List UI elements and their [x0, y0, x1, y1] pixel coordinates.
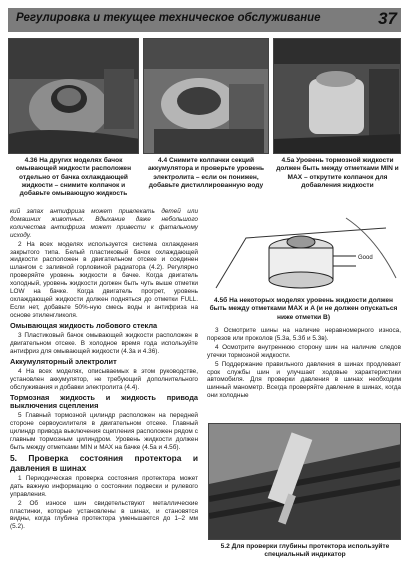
paragraph-tread-check: 1 Периодическая проверка состояния протектора может дать важную информацию о состоянии подвески и рулевого управления.	[10, 474, 198, 498]
caption-4-3b: 4.36 На других моделях бачок омывающей жидкости расположен отдельно от бачка охлаждающей жидкости – снимите колпачок и добавьте омывающую жидкость	[15, 157, 132, 198]
page-number: 37	[378, 9, 397, 28]
paragraph-tire-inner: 4 Осмотрите внутреннюю сторону шин на наличие следов утечки тормозной жидкости.	[207, 343, 401, 359]
label-good: Good	[358, 255, 373, 261]
paragraph-coolant: 2 На всех моделях используется система охлаждения закрытого типа. Белый пластиковый бачок охлаждающей жидкости расположен в двигательном отсеке и соединен шлангом с заливной горловиной радиатора (4.2). Регулярно проверяйте уровень жидкости в бачке. Когда двигатель холодный, уровень жидкости должен быть чуть выше отметки LOW на бачке. Когда двигатель прогрет, уровень охлаждающей жидкости должен подняться до отметки FULL. Если нет, добавьте 50%-ную смесь воды и антифриза на основе этиленгликоля.	[10, 240, 198, 319]
photo-washer-reservoir	[8, 38, 139, 154]
page-header	[8, 8, 401, 32]
caption-4-5a: 4.5а Уровень тормозной жидкости должен быть между отметками MIN и MAX – открутите колпачок для добавления жидкости	[276, 157, 399, 189]
photo-battery-graphic	[144, 39, 269, 154]
illustration-reservoir-graphic	[206, 208, 401, 294]
paragraph-brake-fluid: 5 Главный тормозной цилиндр расположен на передней стороне сервоусилителя в двигательном отсеке. Главный цилиндр привода выключения сцепления расположен рядом с главным тормозным цилиндром. Уровень жидкости должен быть между отметками MIN и MAX на бачке (4.5а и 4.5б).	[10, 411, 198, 451]
paragraph-antifreeze-warning: кий запах антифриза может привлекать детей или домашних животных. Вдыхание даже небольшого количества антифриза может привести к фатальному исходу.	[10, 208, 198, 239]
paragraph-washer-fluid: 3 Пластиковый бачок омывающей жидкости расположен в двигательном отсеке. В холодное время года используйте антифриз для омывающей жидкости (4.3а и 4.36).	[10, 331, 198, 355]
caption-4-4: 4.4 Снимите колпачки секций аккумулятора и проверьте уровень электролита – если он понижен, добавьте дистиллированную воду	[147, 157, 265, 189]
photo-washer-graphic	[9, 39, 139, 154]
caption-5-2: 5.2 Для проверки глубины протектора используйте специальный индикатор	[220, 543, 390, 559]
paragraph-battery: 4 На всех моделях, описываемых в этом руководстве, установлен аккумулятор, не требующий дополнительного обслуживания и добавки электролита (4.4).	[10, 367, 198, 391]
illustration-brake-reservoir	[206, 208, 401, 294]
heading-battery-electrolyte: Аккумуляторный электролит	[10, 356, 117, 366]
paragraph-tread-wear: 2 Об износе шин свидетельствуют металлические пластинки, которые установлены в шинах, и становятся видны, когда глубина протектора уменьшается до 1–2 мм (5.2).	[10, 499, 198, 531]
caption-4-5b: 4.5б На некоторых моделях уровень жидкости должен быть между отметками MAX и A (и не должен опускаться ниже отметки B)	[209, 297, 398, 321]
left-column	[10, 208, 198, 532]
right-column	[207, 327, 401, 401]
header-title: Регулировка и текущее техническое обслуживание	[16, 12, 321, 24]
heading-brake-fluid: Тормозная жидкость и жидкость привода выключения сцепления	[10, 392, 198, 410]
photo-brake-graphic	[274, 39, 401, 154]
photo-tread-graphic	[209, 424, 401, 540]
paragraph-tire-inspection: 3 Осмотрите шины на наличие неравномерного износа, порезов или проколов (5.3а, 5.3б и 5.3в).	[207, 327, 401, 342]
heading-washer-fluid: Омывающая жидкость лобового стекла	[10, 320, 158, 330]
heading-section-5: 5. Проверка состояния протектора и давления в шинах	[10, 453, 198, 473]
photo-tread-gauge	[208, 423, 401, 540]
photo-battery-caps	[143, 38, 269, 154]
paragraph-tire-pressure: 5 Поддержание правильного давления в шинах продлевает срок службы шин и улучшает ходовые характеристики автомобиля. Для проверки давления в шинах необходим шинный манометр. Всегда проверяйте давление в шинах, когда они холодные	[207, 360, 401, 400]
photo-brake-reservoir	[273, 38, 401, 154]
